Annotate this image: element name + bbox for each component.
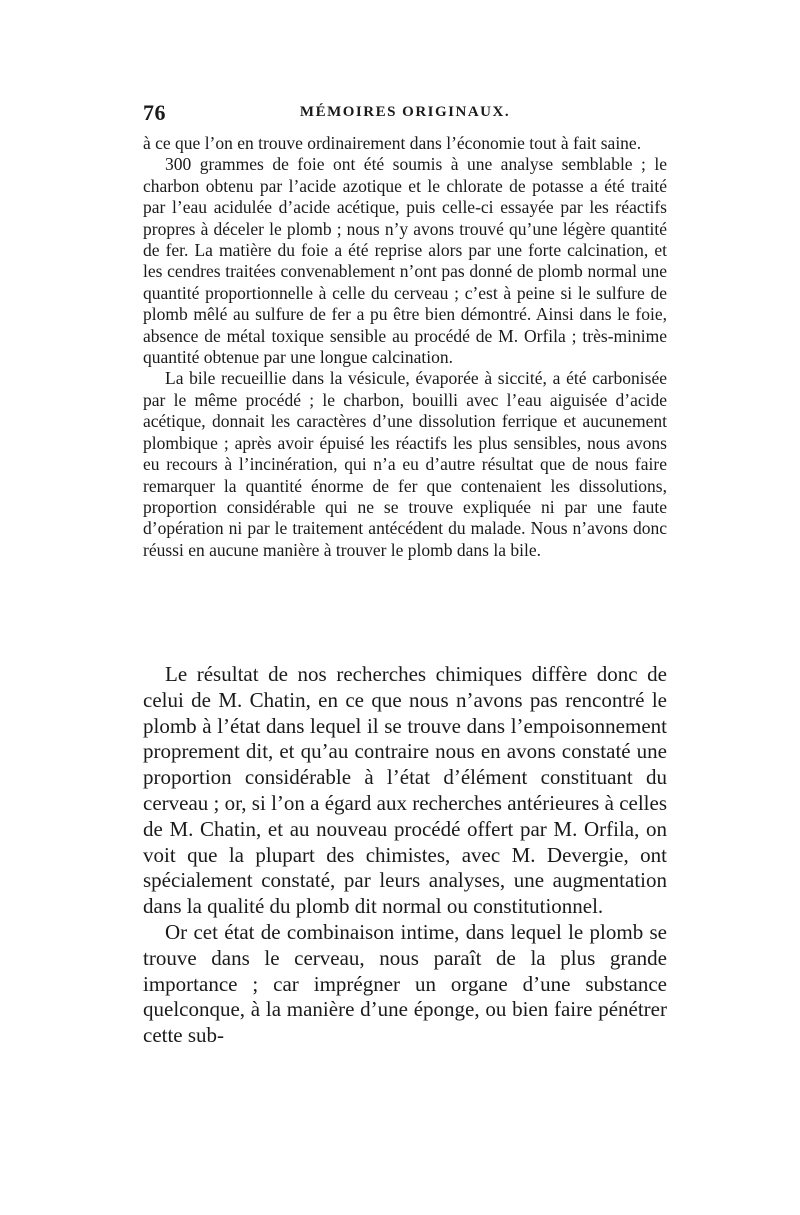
small-print-section [143, 133, 667, 561]
paragraph-liver-analysis: 300 grammes de foie ont été soumis à une analyse semblable ; le charbon obtenu par l’acide azotique et le chlorate de potasse a été traité par l’eau acidulée d’acide acétique, puis celle-ci essayée par les réactifs propres à déceler le plomb ; nous n’y avons trouvé qu’une légère quantité de fer. La matière du foie a été reprise alors par une forte calcination, et les cendres traitées convenablement n’ont pas donné de plomb normal une quantité proportionnelle à celle du cerveau ; c’est à peine si le sulfure de plomb mêlé au sulfure de fer a pu être bien démontré. Ainsi dans le foie, absence de métal toxique sensible au procédé de M. Orfila ; très-minime quantité obtenue par une longue calcination. [143, 154, 667, 368]
running-head [143, 100, 667, 130]
running-title: MÉMOIRES ORIGINAUX. [299, 104, 511, 120]
paragraph-bile-analysis: La bile recueillie dans la vésicule, évaporée à siccité, a été carbonisée par le même procédé ; le charbon, bouilli avec l’eau aiguisée d’acide acétique, donnait les caractères d’une dissolution ferrique et aucunement plombique ; après avoir épuisé les réactifs les plus sensibles, nous avons eu recours à l’incinération, qui n’a eu d’autre résultat que de nous faire remarquer la quantité énorme de fer que contenaient les dissolutions, proportion considérable qui ne se trouve expliquée ni par une faute d’opération ni par le traitement antécédent du malade. Nous n’avons donc réussi en aucune manière à trouver le plomb dans la bile. [143, 368, 667, 560]
page-number: 76 [143, 100, 166, 125]
paragraph-continuation: à ce que l’on en trouve ordinairement dans l’économie tout à fait saine. [143, 133, 642, 153]
paragraph-combination-state: Or cet état de combinaison intime, dans lequel le plomb se trouve dans le cerveau, nous paraît de la plus grande importance ; car imprégner un organe d’une substance quelconque, à la manière d’une éponge, ou bien faire pénétrer cette sub- [143, 919, 667, 1048]
large-print-section [143, 662, 667, 1049]
paragraph-results-summary: Le résultat de nos recherches chimiques diffère donc de celui de M. Chatin, en ce que nous n’avons pas rencontré le plomb à l’état dans lequel il se trouve dans l’empoisonnement proprement dit, et qu’au contraire nous en avons constaté une proportion considérable à l’état d’élément constituant du cerveau ; or, si l’on a égard aux recherches antérieures à celles de M. Chatin, et au nouveau procédé offert par M. Orfila, on voit que la plupart des chimistes, avec M. Devergie, ont spécialement constaté, par leurs analyses, une augmentation dans la qualité du plomb dit normal ou constitutionnel. [143, 662, 667, 919]
